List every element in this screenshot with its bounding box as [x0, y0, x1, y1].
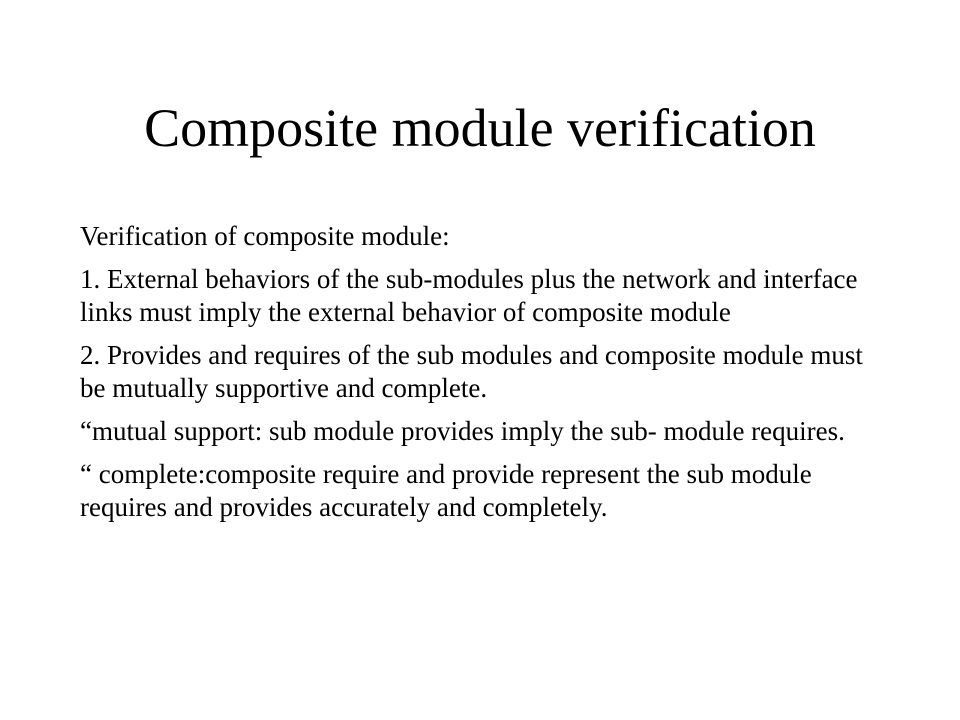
- body-paragraph-complete: “ complete:composite require and provide represent the sub module requires and provides accurately and completely.: [80, 459, 812, 522]
- slide-title: Composite module verification: [144, 98, 816, 158]
- slide-body: [80, 220, 880, 534]
- body-paragraph-point-2: 2. Provides and requires of the sub modules and composite module must be mutually supportive and complete.: [80, 340, 863, 403]
- body-paragraph-intro: Verification of composite module:: [80, 221, 450, 251]
- body-paragraph-point-1: 1. External behaviors of the sub-modules plus the network and interface links must imply the external behavior of composite module: [80, 264, 858, 327]
- body-paragraph-mutual-support: “mutual support: sub module provides imply the sub- module requires.: [80, 416, 845, 446]
